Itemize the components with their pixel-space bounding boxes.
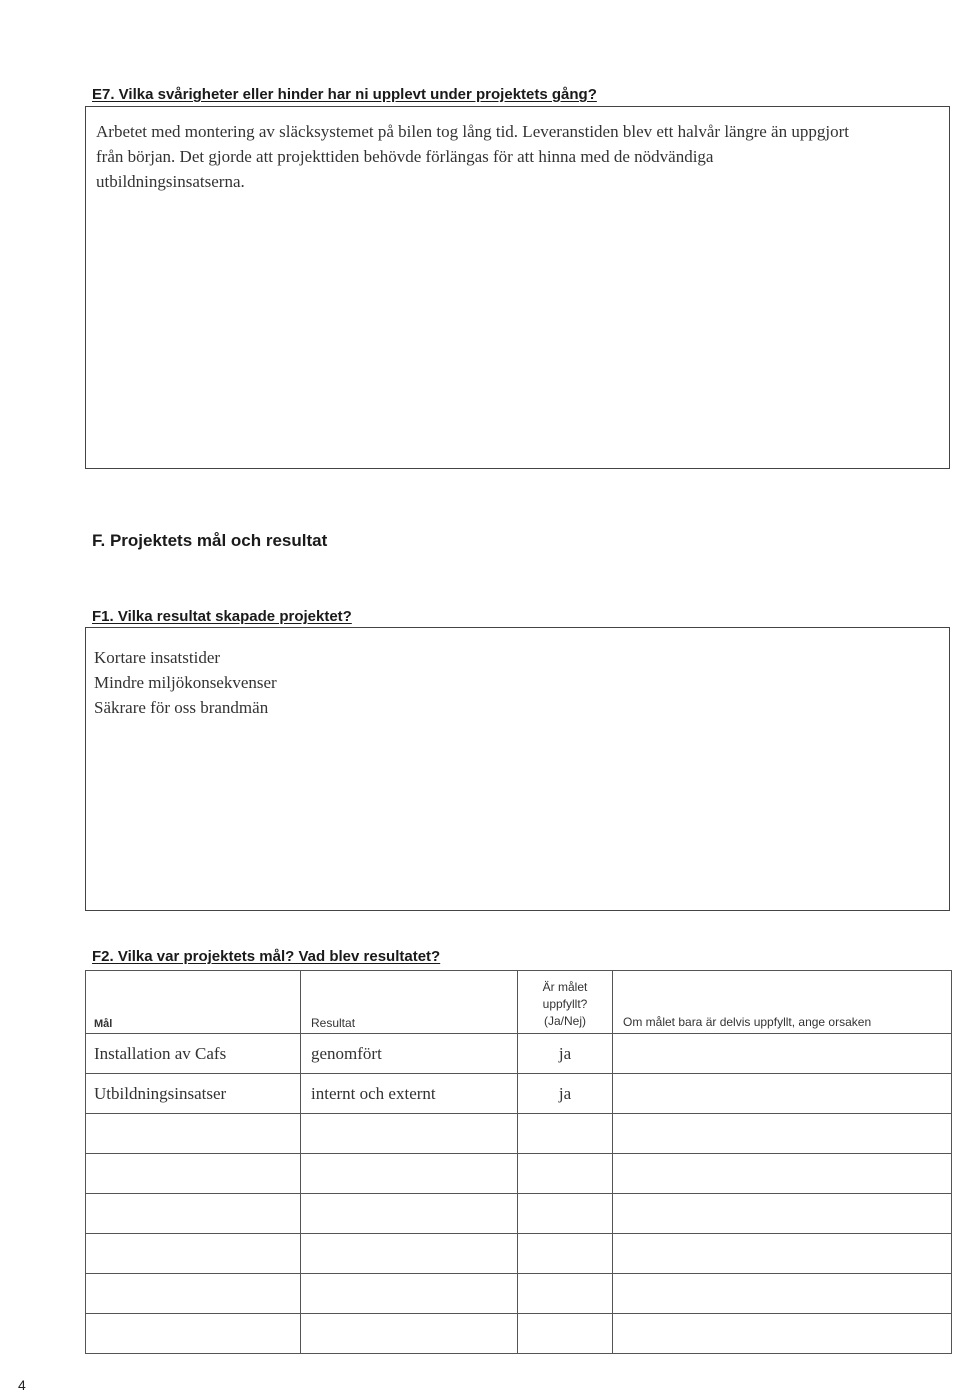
cell-achieved[interactable] bbox=[518, 1194, 613, 1234]
question-f2: F2. Vilka var projektets mål? Vad blev resultatet? bbox=[92, 948, 441, 965]
cell-goal[interactable] bbox=[86, 1274, 301, 1314]
f1-answer-line: Säkrare för oss brandmän bbox=[94, 698, 269, 717]
cell-goal[interactable]: Utbildningsinsatser bbox=[86, 1074, 301, 1114]
cell-reason[interactable] bbox=[613, 1114, 952, 1154]
cell-goal[interactable] bbox=[86, 1194, 301, 1234]
cell-goal[interactable] bbox=[86, 1314, 301, 1354]
cell-result[interactable] bbox=[301, 1234, 518, 1274]
cell-result[interactable] bbox=[301, 1114, 518, 1154]
answer-box-f1[interactable] bbox=[85, 627, 950, 911]
cell-reason[interactable] bbox=[613, 1314, 952, 1354]
cell-reason[interactable] bbox=[613, 1274, 952, 1314]
f1-answer-line: Kortare insatstider bbox=[94, 648, 221, 667]
page-number: 4 bbox=[18, 1377, 26, 1393]
answer-text-f1 bbox=[86, 628, 949, 720]
answer-text-e7: Arbetet med montering av släcksystemet på bilen tog lång tid. Leveranstiden blev ett halvår längre än uppgjort från början. Det gjorde att projekttiden behövde förlängas för att hinna med de nödvändiga utbildningsinsatserna. bbox=[96, 122, 849, 191]
column-header-goal: Mål bbox=[86, 971, 301, 1034]
column-header-reason: Om målet bara är delvis uppfyllt, ange orsaken bbox=[613, 971, 952, 1034]
cell-achieved[interactable]: ja bbox=[518, 1074, 613, 1114]
table-row bbox=[86, 1114, 952, 1154]
cell-achieved[interactable] bbox=[518, 1314, 613, 1354]
goals-table bbox=[85, 970, 952, 1354]
cell-reason[interactable] bbox=[613, 1154, 952, 1194]
cell-result[interactable]: internt och externt bbox=[301, 1074, 518, 1114]
cell-result[interactable]: genomfört bbox=[301, 1034, 518, 1074]
cell-reason[interactable] bbox=[613, 1074, 952, 1114]
cell-achieved[interactable] bbox=[518, 1154, 613, 1194]
table-row bbox=[86, 1234, 952, 1274]
section-f-title: F. Projektets mål och resultat bbox=[92, 531, 328, 550]
answer-box-e7[interactable] bbox=[85, 106, 950, 469]
cell-result[interactable] bbox=[301, 1274, 518, 1314]
cell-reason[interactable] bbox=[613, 1194, 952, 1234]
cell-result[interactable] bbox=[301, 1314, 518, 1354]
table-row bbox=[86, 1314, 952, 1354]
table-row bbox=[86, 1194, 952, 1234]
cell-reason[interactable] bbox=[613, 1034, 952, 1074]
table-row bbox=[86, 1274, 952, 1314]
cell-result[interactable] bbox=[301, 1154, 518, 1194]
cell-achieved[interactable] bbox=[518, 1234, 613, 1274]
table-row bbox=[86, 1034, 952, 1074]
cell-goal[interactable] bbox=[86, 1154, 301, 1194]
cell-reason[interactable] bbox=[613, 1234, 952, 1274]
question-f1: F1. Vilka resultat skapade projektet? bbox=[92, 608, 352, 625]
f1-answer-line: Mindre miljökonsekvenser bbox=[94, 673, 277, 692]
table-row bbox=[86, 1074, 952, 1114]
cell-achieved[interactable] bbox=[518, 1114, 613, 1154]
column-header-achieved: Är målet uppfyllt? (Ja/Nej) bbox=[518, 971, 613, 1034]
column-header-result: Resultat bbox=[301, 971, 518, 1034]
table-row bbox=[86, 1154, 952, 1194]
cell-goal[interactable] bbox=[86, 1234, 301, 1274]
cell-result[interactable] bbox=[301, 1194, 518, 1234]
cell-goal[interactable] bbox=[86, 1114, 301, 1154]
goals-table-header bbox=[86, 971, 952, 1034]
cell-achieved[interactable]: ja bbox=[518, 1034, 613, 1074]
question-e7: E7. Vilka svårigheter eller hinder har ni upplevt under projektets gång? bbox=[92, 86, 597, 103]
cell-achieved[interactable] bbox=[518, 1274, 613, 1314]
cell-goal[interactable]: Installation av Cafs bbox=[86, 1034, 301, 1074]
